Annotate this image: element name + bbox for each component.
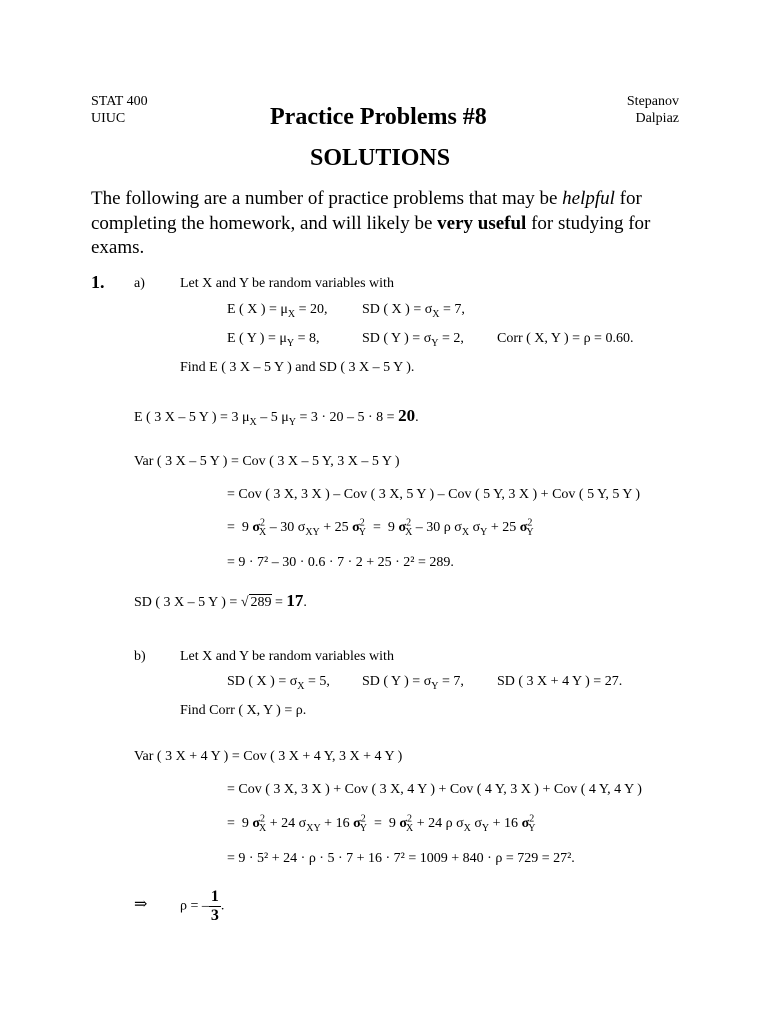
given-sdx: SD ( X ) = $\sigma_X = 7$, xyxy=(362,302,465,320)
implies-arrow: ⇒ xyxy=(134,896,148,913)
page-title: Practice Problems #8 xyxy=(270,104,487,130)
problem-number: 1. xyxy=(91,272,105,292)
course-label: STAT 400 xyxy=(91,94,148,109)
intro-text-2: for completing the homework, and will likely be xyxy=(91,188,642,234)
part-a-statement: Let X and Y be random variables with xyxy=(180,276,394,291)
b-variance-line-2: = Cov ( 3 X, 3 X ) + Cov ( 3 X, 4 Y ) + Cov ( 4 Y, 3 X ) + Cov ( 4 Y, 4 Y ) xyxy=(227,782,642,797)
part-b-statement: Let X and Y be random variables with xyxy=(180,649,394,664)
rho-numerator: 1 xyxy=(210,888,219,905)
rho-denominator: 3 xyxy=(210,907,219,924)
school-label: UIUC xyxy=(91,111,126,126)
given-ey: E ( Y ) = $\mu_Y = 8$, xyxy=(227,331,320,349)
part-b-find: Find Corr ( X, Y ) = ρ. xyxy=(180,703,307,718)
intro-emphasis: helpful xyxy=(562,188,615,209)
given-sdy: SD ( Y ) = $\sigma_Y = 2$, xyxy=(362,331,464,349)
sd-answer: 17 xyxy=(286,591,304,610)
sd-solution: SD ( 3 X – 5 Y ) = √ 289 = 17. xyxy=(134,591,307,610)
intro-paragraph xyxy=(91,187,681,261)
given-b-sdy: SD ( Y ) = $\sigma_Y = 7$, xyxy=(362,674,464,692)
variance-line-3: = 9 $\sigma^2_X - 30$ $\sigma_{XY} + 25$ $\sigma^2_Y = 9$ $\sigma^2_X - 30$ ρ $\sigma_X$ $\sigma_Y + 25$ $\sigma^2_Y$ xyxy=(227,517,534,538)
given-b-sdx: SD ( X ) = $\sigma_X = 5$, xyxy=(227,674,330,692)
part-a-find: Find E ( 3 X – 5 Y ) and SD ( 3 X – 5 Y ). xyxy=(180,360,415,375)
intro-strong: very useful xyxy=(437,212,527,234)
variance-line-1: Var ( 3 X – 5 Y ) = Cov ( 3 X – 5 Y, 3 X – 5 Y ) xyxy=(134,454,400,469)
part-a-label: a) xyxy=(134,276,145,291)
part-b-label: b) xyxy=(134,649,146,664)
intro-text-3: for studying for exams. xyxy=(91,212,651,258)
intro-text-1: The following are a number of practice problems that may be xyxy=(91,188,563,209)
b-variance-line-3: = 9 $\sigma^2_X + 24$ $\sigma_{XY} + 16$ $\sigma^2_Y = 9$ $\sigma^2_X + 24$ ρ $\sigma_X$ $\sigma_Y + 16$ $\sigma^2_Y$ xyxy=(227,813,536,834)
mean-solution: E ( 3 X – 5 Y ) = 3 $\mu_X - 5$ $\mu_Y = 3 \cdot 20 - 5 \cdot 8 = 20$. xyxy=(134,406,419,428)
rho-fraction xyxy=(209,888,221,925)
rho-solution: ρ = – $\frac{1}{3}$ . xyxy=(180,888,225,924)
page-subtitle: SOLUTIONS xyxy=(310,145,451,171)
b-variance-line-4: = 9 · 5² + 24 · ρ · 5 · 7 + 16 · 7² = 1009 + 840 · ρ = 729 = 27². xyxy=(227,851,575,866)
given-b-sdxy: SD ( 3 X + 4 Y ) = 27. xyxy=(497,674,623,689)
variance-line-2: = Cov ( 3 X, 3 X ) – Cov ( 3 X, 5 Y ) – Cov ( 5 Y, 3 X ) + Cov ( 5 Y, 5 Y ) xyxy=(227,487,641,502)
given-corr: Corr ( X, Y ) = ρ = 0.60. xyxy=(497,331,634,346)
mean-answer: 20 xyxy=(398,406,416,425)
sqrt-radicand: 289 xyxy=(250,595,272,610)
author-1: Stepanov xyxy=(626,94,679,109)
variance-line-4: = 9 · 7² – 30 · 0.6 · 7 · 2 + 25 · 2² = 289. xyxy=(227,555,454,570)
author-2: Dalpiaz xyxy=(635,111,679,126)
b-variance-line-1: Var ( 3 X + 4 Y ) = Cov ( 3 X + 4 Y, 3 X + 4 Y ) xyxy=(134,749,403,764)
given-ex: E ( X ) = $\mu_X = 20$, xyxy=(227,302,328,320)
